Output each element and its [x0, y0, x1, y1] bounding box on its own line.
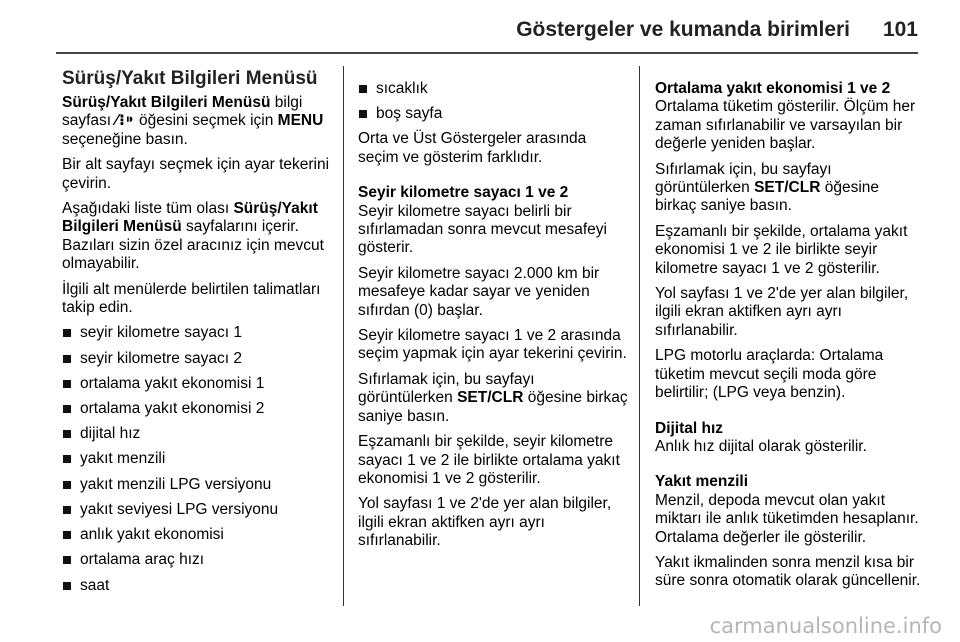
menu-label: MENU [277, 112, 324, 130]
set-clr-label: SET/CLR [457, 389, 524, 407]
text: Sıfırlamak için, bu sayfayı görüntülerken [358, 370, 535, 407]
text: öğesini seçmek için [134, 112, 278, 130]
list-item: saat [62, 577, 330, 595]
text: Aşağıdaki liste tüm olası [62, 200, 234, 218]
list-item: ortalama yakıt ekonomisi 2 [62, 400, 330, 418]
list-item: ortalama yakıt ekonomisi 1 [62, 375, 330, 393]
list-item: yakıt menzili [62, 450, 330, 468]
page-number: 101 [882, 18, 918, 41]
text: bilgi sayfası [62, 94, 303, 130]
paragraph: Eşzamanlı bir şekilde, seyir kilometre sayacı 1 ve 2 ile birlikte ortalama yakıt ekonomisi 1 ve 2 gösterilir. [358, 433, 620, 487]
paragraph: Seyir kilometre sayacı belirli bir sıfırlamadan sonra mevcut mesafeyi gösterir. [358, 202, 607, 257]
paragraph: Seyir kilometre sayacı 2.000 km bir mesafeye kadar sayar ve yeniden sıfırdan (0) başlar. [358, 264, 600, 319]
paragraph: Eşzamanlı bir şekilde, ortalama yakıt ekonomisi 1 ve 2 ile birlikte seyir kilometre sayacı 1 ve 2 gösterilir. [655, 222, 908, 277]
text: öğesine birkaç saniye basın. [358, 389, 628, 425]
paragraph: Yol sayfası 1 ve 2'de yer alan bilgiler, ilgili ekran aktifken ayrı ayrı sıfırlanabilir. [655, 285, 909, 339]
section-title: Sürüş/Yakıt Bilgileri Menüsü [62, 68, 318, 89]
list-item: yakıt seviyesi LPG versiyonu [62, 501, 330, 519]
column-1 [62, 68, 330, 602]
bold-text: Sürüş/Yakıt Bilgileri Menüsü [62, 94, 271, 111]
chapter-title: Göstergeler ve kumanda birimleri [516, 18, 850, 41]
page-header [0, 14, 960, 54]
subheading: Ortalama yakıt ekonomisi 1 ve 2 [655, 80, 891, 97]
page-list-continued [358, 80, 628, 124]
paragraph: Seyir kilometre sayacı 1 ve 2 arasında seçim yapmak için ayar tekerini çevirin. [358, 327, 627, 363]
column-divider [639, 66, 640, 606]
list-item: anlık yakıt ekonomisi [62, 526, 330, 544]
subheading: Yakıt menzili [655, 473, 749, 491]
paragraph: Orta ve Üst Göstergeler arasında seçim ve gösterim farklıdır. [358, 130, 587, 166]
text: Sıfırlamak için, bu sayfayı görüntülerken [655, 160, 832, 197]
column-2 [358, 80, 628, 558]
column-divider [343, 66, 344, 606]
trip-info-icon: ⁄⁝⁍ [115, 112, 135, 130]
header-rule [56, 52, 918, 54]
paragraph: Yol sayfası 1 ve 2'de yer alan bilgiler, ilgili ekran aktifken ayrı ayrı sıfırlanabilir. [358, 495, 612, 550]
paragraph: Menzil, depoda mevcut olan yakıt miktarı ile anlık tüketimden hesaplanır. Ortalama değerler ile gösterilir. [655, 491, 919, 546]
subheading: Dijital hız [655, 419, 724, 437]
list-item: seyir kilometre sayacı 2 [62, 350, 330, 368]
list-item: seyir kilometre sayacı 1 [62, 324, 330, 342]
text: öğesine birkaç saniye basın. [655, 179, 880, 215]
text: seçeneğine basın. [62, 130, 188, 148]
paragraph: İlgili alt menülerde belirtilen talimatları takip edin. [62, 280, 321, 317]
list-item: boş sayfa [358, 105, 628, 123]
column-3 [655, 80, 923, 598]
subheading: Seyir kilometre sayacı 1 ve 2 [358, 184, 569, 202]
paragraph: Ortalama tüketim gösterilir. Ölçüm her zaman sıfırlanabilir ve varsayılan bir değerle yeniden başlar. [655, 98, 916, 153]
list-item: ortalama araç hızı [62, 551, 330, 569]
paragraph [358, 371, 628, 426]
paragraph: Yakıt ikmalinden sonra menzil kısa bir süre sonra otomatik olarak güncellenir. [655, 553, 921, 590]
text: sayfalarını içerir. Bazıları sizin özel aracınız için mevcut olmayabilir. [62, 218, 324, 273]
list-item: sıcaklık [358, 80, 628, 98]
bold-text: Sürüş/Yakıt Bilgileri Menüsü [62, 200, 318, 236]
paragraph [62, 200, 330, 274]
paragraph: Anlık hız dijital olarak gösterilir. [655, 437, 867, 455]
paragraph [655, 161, 923, 216]
list-item: dijital hız [62, 425, 330, 443]
paragraph [62, 94, 330, 149]
page-list [62, 324, 330, 594]
set-clr-label: SET/CLR [754, 179, 821, 197]
paragraph: LPG motorlu araçlarda: Ortalama tüketim mevcut seçili moda göre belirtilir; (LPG veya benzin). [655, 347, 884, 402]
watermark: carmanualsonline.info [709, 614, 942, 638]
paragraph: Bir alt sayfayı seçmek için ayar tekerini çevirin. [62, 156, 330, 192]
list-item: yakıt menzili LPG versiyonu [62, 476, 330, 494]
